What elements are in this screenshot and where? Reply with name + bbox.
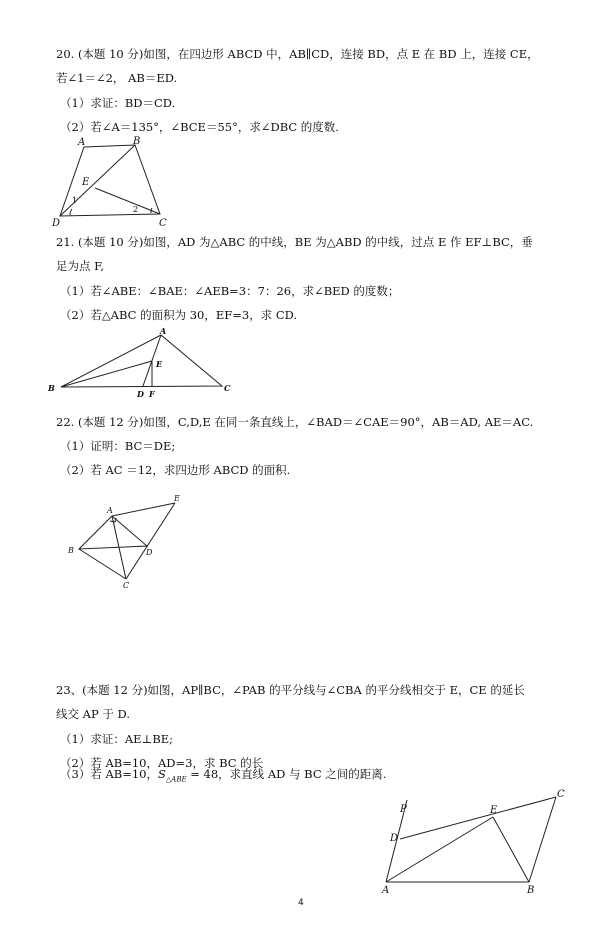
q23-part3-prefix: （3）若 AB=10， [60, 767, 158, 781]
q23-figure [378, 784, 578, 899]
q22-label-a: A [107, 506, 113, 515]
q21-line1: 21. (本题 10 分)如图，AD 为△ABC 的中线，BE 为△ABD 的中线，过点 E 作 EF⊥BC，垂 [56, 235, 533, 249]
q20-part1: （1）求证：BD＝CD. [60, 96, 176, 110]
q23-line1: 23、(本题 12 分)如图，AP∥BC，∠PAB 的平分线与∠CBA 的平分线相交于 E，CE 的延长 [56, 683, 525, 697]
q22-line1: 22. (本题 12 分)如图，C,D,E 在同一条直线上，∠BAD＝∠CAE＝90°，AB＝AD, AE＝AC. [56, 415, 534, 429]
q21-label-e: E [156, 359, 163, 369]
q23-part2: （2）若 AB=10，AD=3，求 BC 的长 [60, 756, 264, 770]
q20-line2: 若∠1＝∠2， AB＝ED. [56, 71, 178, 85]
q20-segment-ce [95, 188, 160, 214]
q20-part2: （2）若∠A＝135°，∠BCE＝55°，求∠DBC 的度数. [60, 120, 339, 134]
q21-label-a: A [160, 326, 167, 336]
q23-part3-suffix: = 48，求直线 AD 与 BC 之间的距离. [186, 767, 387, 781]
q23-segment-bc [529, 797, 556, 882]
q20-label-c: C [159, 218, 167, 229]
q21-label-d: D [137, 389, 144, 399]
page-number: 4 [298, 898, 304, 908]
q23-segment-dc [400, 797, 556, 839]
q23-line2: 线交 AP 于 D. [56, 707, 130, 721]
q22-segment-ae [112, 503, 175, 516]
q21-label-f: F [149, 389, 155, 399]
q22-label-b: B [68, 546, 74, 555]
q23-label-d: D [390, 833, 399, 844]
q21-triangle-abc [61, 335, 222, 387]
q23-label-e: E [490, 805, 498, 816]
q23-area-subscript: △ABE [165, 775, 187, 784]
q20-segment-bd [60, 145, 135, 216]
q22-part2: （2）若 AC ＝12，求四边形 ABCD 的面积. [60, 463, 291, 477]
q20-label-e: E [82, 177, 90, 188]
q21-figure [44, 325, 244, 400]
q22-segment-bc [79, 549, 126, 579]
q22-label-d: D [146, 548, 153, 557]
q20-label-b: B [133, 136, 141, 147]
q21-label-c: C [224, 383, 231, 393]
q23-segment-be [493, 817, 529, 882]
q23-label-p: P [400, 804, 407, 815]
q23-part3 [60, 766, 386, 787]
q20-angle1-arc [70, 209, 72, 215]
q20-label-a: A [78, 137, 86, 148]
q21-label-b: B [48, 383, 55, 393]
q23-label-a: A [382, 885, 390, 896]
q20-angle1-label: 1 [72, 196, 78, 205]
q23-part1: （1）求证：AE⊥BE; [60, 732, 174, 746]
q22-label-e: E [174, 494, 180, 503]
q20-angle2-label: 2 [133, 205, 139, 214]
q23-label-c: C [557, 789, 565, 800]
q22-label-c: C [123, 581, 130, 590]
q23-segment-ae [386, 817, 493, 882]
q22-part1: （1）证明：BC＝DE; [60, 439, 176, 453]
q20-quadrilateral [60, 145, 160, 216]
q20-label-d: D [52, 218, 61, 229]
q21-part1: （1）若∠ABE：∠BAE：∠AEB=3：7：26，求∠BED 的度数； [60, 284, 400, 298]
q21-part2: （2）若△ABC 的面积为 30，EF=3，求 CD. [60, 308, 298, 322]
q23-area-symbol: S [158, 767, 166, 781]
q23-label-b: B [527, 885, 535, 896]
q20-line1: 20. (本题 10 分)如图，在四边形 ABCD 中，AB∥CD，连接 BD，点 E 在 BD 上，连接 CE， [56, 47, 539, 61]
q21-line2: 足为点 F, [56, 259, 104, 273]
q22-segment-ce [126, 503, 175, 579]
q20-figure [48, 136, 178, 231]
q21-segment-be [61, 361, 152, 387]
q22-figure [64, 492, 194, 592]
